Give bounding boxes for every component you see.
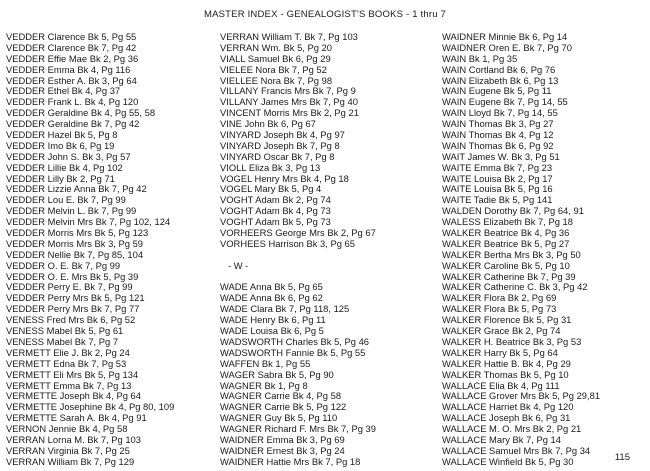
index-entry: WADSWORTH Fannie Bk 5, Pg 55	[220, 347, 366, 358]
index-entry: VOGHT Adam Bk 5, Pg 73	[220, 217, 331, 228]
index-entry: WALLACE Winfield Bk 5, Pg 30	[442, 456, 574, 467]
index-entry: WAGNER Guy Bk 5, Pg 110	[220, 413, 338, 424]
index-entry: VINYARD Joseph Bk 4, Pg 97	[220, 130, 345, 141]
index-entry: VEDDER Lilly Bk 2, Pg 71	[6, 173, 115, 184]
index-entry: VEDDER Morris Mrs Bk 5, Pg 123	[6, 228, 149, 239]
index-entry: WAIDNER Hattie Mrs Bk 7, Pg 18	[220, 456, 361, 467]
index-entry: WALLACE Mary Bk 7, Pg 14	[442, 434, 561, 445]
index-entry: VEDDER Lillie Bk 4, Pg 102	[6, 162, 123, 173]
index-entry: VEDDER Ethel Bk 4, Pg 37	[6, 86, 121, 97]
index-entry: VERMETT Elie J. Bk 2, Pg 24	[6, 347, 130, 358]
index-entry: WAIN Elizabeth Bk 6, Pg 13	[442, 75, 559, 86]
index-entry: VEDDER Lou E. Bk 7, Pg 99	[6, 195, 126, 206]
index-entry: WALLACE Grover Mrs Bk 5, Pg 29,81	[442, 391, 601, 402]
index-entry: WALDEN Dorothy Bk 7, Pg 64, 91	[442, 206, 584, 217]
index-entry: VERMETTE Joseph Bk 4, Pg 64	[6, 391, 141, 402]
index-entry: VINCENT Morris Mrs Bk 2, Pg 21	[220, 108, 359, 119]
index-entry: WALKER Hattie B. Bk 4, Pg 29	[442, 358, 571, 369]
index-entry: VEDDER Frank L. Bk 4, Pg 120	[6, 97, 139, 108]
index-entry: WAGNER Carrie Bk 5, Pg 122	[220, 402, 347, 413]
index-entry: WAGNER Carrie Bk 4, Pg 58	[220, 391, 342, 402]
index-entry: VEDDER Perry E. Bk 7, Pg 99	[6, 282, 133, 293]
index-entry: VEDDER Hazel Bk 5, Pg 8	[6, 130, 118, 141]
index-entry: VEDDER Emma Bk 4, Pg 116	[6, 64, 131, 75]
index-entry: VEDDER Perry Mrs Bk 7, Pg 77	[6, 304, 140, 315]
index-entry: VILLANY James Mrs Bk 7, Pg 40	[220, 97, 358, 108]
index-entry: VERMETT Edna Bk 7, Pg 53	[6, 358, 127, 369]
index-entry: WAGER Sabra Bk 5, Pg 90	[220, 369, 334, 380]
index-entry: VEDDER O. E. Bk 7, Pg 99	[6, 260, 121, 271]
index-entry: VILLANY Francis Mrs Bk 7, Pg 9	[220, 86, 356, 97]
index-entry: WADSWORTH Charles Bk 5, Pg 46	[220, 336, 369, 347]
index-entry: WAIN Thomas Bk 3, Pg 27	[442, 119, 554, 130]
index-entry: VINE John Bk 6, Pg 67	[220, 119, 316, 130]
index-entry: WALLACE Elia Bk 4, Pg 111	[442, 380, 560, 391]
index-entry: VENESS Fred Mrs Bk 6, Pg 52	[6, 315, 136, 326]
index-entry: VOGHT Adam Bk 2, Pg 74	[220, 195, 331, 206]
index-entry: VEDDER John S. Bk 3, Pg 57	[6, 151, 131, 162]
index-entry: WAFFEN Bk 1, Pg 55	[220, 358, 311, 369]
index-entry: WAITE Louisa Bk 5, Pg 16	[442, 184, 553, 195]
index-entry: VOGEL Mary Bk 5, Pg 4	[220, 184, 322, 195]
index-entry: VERRAN William Bk 7, Pg 129	[6, 456, 135, 467]
index-entry: VERRAN Virginia Bk 7, Pg 25	[6, 445, 130, 456]
index-entry: VERMETTE Sarah A. Bk 4, Pg 91	[6, 413, 147, 424]
index-entry: WALKER Caroline Bk 5, Pg 10	[442, 260, 570, 271]
index-entry: VEDDER Melvin Mrs Bk 7, Pg 102, 124	[6, 217, 171, 228]
index-entry: WALLACE M. O. Mrs Bk 2, Pg 21	[442, 424, 582, 435]
index-entry: VEDDER Geraldine Bk 7, Pg 42	[6, 119, 140, 130]
index-entry: VERMETTE Josephine Bk 4, Pg 80, 109	[6, 402, 175, 413]
blank-line	[220, 272, 438, 283]
index-entry: WALESS Elizabeth Bk 7, Pg 18	[442, 217, 573, 228]
index-entry: VERRAN Wm. Bk 5, Pg 20	[220, 42, 333, 53]
index-column-3	[442, 32, 648, 468]
index-entry: VORHEES Harrison Bk 3, Pg 65	[220, 238, 355, 249]
index-entry: VIELEE Nora Bk 7, Pg 52	[220, 64, 327, 75]
index-entry: WALKER Catherine Bk 7, Pg 39	[442, 271, 576, 282]
index-entry: VIOLL Eliza Bk 3, Pg 13	[220, 162, 321, 173]
index-entry: WAITE Louisa Bk 2, Pg 17	[442, 173, 553, 184]
index-entry: VERMETT Emma Bk 7, Pg 13	[6, 380, 132, 391]
index-entry: WADE Clara Bk 7, Pg 118, 125	[220, 304, 350, 315]
index-entry: WAITE Tadie Bk 5, Pg 141	[442, 195, 553, 206]
index-entry: WAIN Thomas Bk 6, Pg 92	[442, 140, 554, 151]
index-entry: WAIN Bk 1, Pg 35	[442, 53, 518, 64]
index-entry: WAGNER Richard F. Mrs Bk 7, Pg 39	[220, 424, 376, 435]
index-entry: WALKER Catherine C. Bk 3, Pg 42	[442, 282, 588, 293]
index-entry: WAGNER Bk 1, Pg 8	[220, 380, 308, 391]
index-entry: WADE Anna Bk 5, Pg 65	[220, 282, 323, 293]
index-entry: VIALL Samuel Bk 6, Pg 29	[220, 53, 331, 64]
index-entry: WALKER Flora Bk 2, Pg 69	[442, 293, 557, 304]
index-entry: WALLACE Harriet Bk 4, Pg 120	[442, 402, 574, 413]
index-entry: WADE Louisa Bk 6, Pg 5	[220, 326, 324, 337]
index-entry: VERRAN William T. Bk 7, Pg 103	[220, 32, 358, 42]
index-entry: WALKER Florence Bk 5, Pg 31	[442, 315, 572, 326]
index-entry: WADE Henry Bk 6, Pg 11	[220, 315, 326, 326]
index-entry: WALKER H. Beatrice Bk 3, Pg 53	[442, 336, 582, 347]
index-entry: WALKER Bertha Mrs Bk 3, Pg 50	[442, 249, 581, 260]
index-entry: WALKER Harry Bk 5, Pg 64	[442, 347, 558, 358]
index-entry: WAIN Thomas Bk 4, Pg 12	[442, 130, 554, 141]
section-letter-heading: - W -	[228, 260, 249, 271]
index-entry: VEDDER Clarence Bk 7, Pg 42	[6, 42, 137, 53]
index-entry: WALKER Grace Bk 2, Pg 74	[442, 326, 561, 337]
blank-line	[220, 250, 438, 261]
index-entry: VOGHT Adam Bk 4, Pg 73	[220, 206, 331, 217]
index-entry: WALKER Thomas Bk 5, Pg 10	[442, 369, 569, 380]
index-entry: WALKER Flora Bk 5, Pg 73	[442, 304, 557, 315]
index-column-1	[6, 32, 218, 468]
index-entry: WAITE Emma Bk 7, Pg 23	[442, 162, 553, 173]
index-entry: VORHEERS George Mrs Bk 2, Pg 67	[220, 228, 376, 239]
page-number: 115	[614, 452, 630, 463]
index-entry: WALLACE Samuel Mrs Bk 7, Pg 34	[442, 445, 591, 456]
index-entry: VEDDER Lizzie Anna Bk 7, Pg 42	[6, 184, 147, 195]
index-entry: VERMETT Eli Mrs Bk 5, Pg 134	[6, 369, 139, 380]
index-entry: VEDDER Perry Mrs Bk 5, Pg 121	[6, 293, 145, 304]
index-entry: WAIN Eugene Bk 5, Pg 11	[442, 86, 552, 97]
index-entry: VENESS Mabel Bk 5, Pg 61	[6, 326, 124, 337]
index-entry: VIELLEE Nora Bk 7, Pg 98	[220, 75, 333, 86]
index-entry: WALLACE Joseph Bk 6, Pg 31	[442, 413, 571, 424]
index-entry: VERNON Jennie Bk 4, Pg 58	[6, 424, 128, 435]
index-entry: VINYARD Oscar Bk 7, Pg 8	[220, 151, 335, 162]
index-entry: WAIN Cortland Bk 6, Pg 76	[442, 64, 556, 75]
index-entry: VEDDER Nellie Bk 7, Pg 85, 104	[6, 249, 144, 260]
index-entry: VERRAN Lorna M. Bk 7, Pg 103	[6, 434, 141, 445]
index-entry: WALKER Beatrice Bk 5, Pg 27	[442, 238, 570, 249]
index-entry: WADE Anna Bk 6, Pg 62	[220, 293, 323, 304]
index-entry: VEDDER Morris Mrs Bk 3, Pg 59	[6, 238, 144, 249]
index-entry: WAIN Lloyd Bk 7, Pg 14, 55	[442, 108, 558, 119]
index-entry: VEDDER Clarence Bk 5, Pg 55	[6, 32, 137, 42]
index-entry: WAIN Eugene Bk 7, Pg 14, 55	[442, 97, 568, 108]
index-entry: WAIDNER Ernest Bk 3, Pg 24	[220, 445, 345, 456]
index-entry: VEDDER Imo Bk 6, Pg 19	[6, 140, 115, 151]
index-entry: WAIDNER Minnie Bk 6, Pg 14	[442, 32, 568, 42]
index-entry: WAIDNER Oren E. Bk 7, Pg 70	[442, 42, 572, 53]
index-entry: VEDDER Effie Mae Bk 2, Pg 36	[6, 53, 139, 64]
index-entry: VOGEL Henry Mrs Bk 4, Pg 18	[220, 173, 349, 184]
page-title: MASTER INDEX - GENEALOGIST'S BOOKS - 1 thru 7	[203, 9, 447, 20]
index-column-2	[220, 32, 438, 468]
index-entry: VEDDER O. E. Mrs Bk 5, Pg 39	[6, 271, 139, 282]
index-entry: VEDDER Geraldine Bk 4, Pg 55, 58	[6, 108, 156, 119]
index-entry: WAIDNER Emma Bk 3, Pg 69	[220, 434, 345, 445]
index-entry: WAIT James W. Bk 3, Pg 51	[442, 151, 560, 162]
index-entry: VEDDER Esther A. Bk 3, Pg 64	[6, 75, 137, 86]
index-entry: VENESS Mabel Bk 7, Pg 7	[6, 336, 119, 347]
index-entry: VEDDER Melvin L. Bk 7, Pg 99	[6, 206, 137, 217]
index-entry: VINYARD Joseph Bk 7, Pg 8	[220, 140, 340, 151]
index-entry: WALKER Beatrice Bk 4, Pg 36	[442, 228, 570, 239]
